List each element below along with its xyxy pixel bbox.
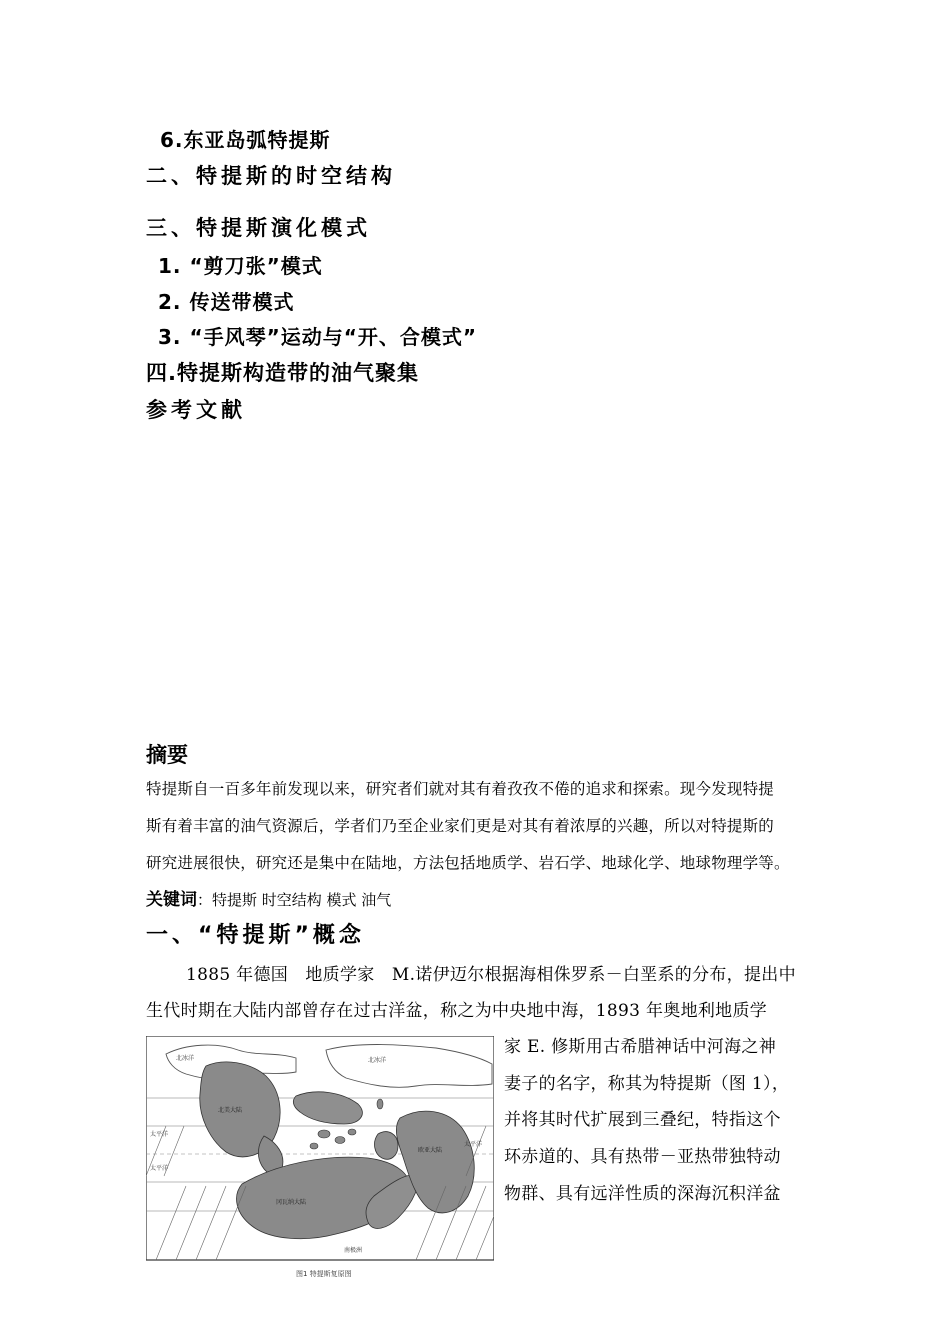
abstract-title: 摘要 — [146, 743, 188, 767]
toc-mode-1: 1. “剪刀张”模式 — [158, 254, 323, 278]
map-label: 太平洋 — [464, 1141, 483, 1148]
body-line: 生代时期在大陆内部曾存在过古洋盆，称之为中央地中海，1893 年奥地利地质学 — [146, 1001, 768, 1021]
map-label: 太平洋 — [150, 1165, 169, 1172]
abstract-line: 斯有着丰富的油气资源后，学者们乃至企业家们更是对其有着浓厚的兴趣，所以对特提斯的 — [146, 817, 775, 835]
tethys-map — [146, 1036, 494, 1286]
map-label: 北冰洋 — [176, 1055, 195, 1062]
toc-mode-3: 3. “手风琴”运动与“开、合模式” — [158, 325, 478, 349]
keywords-text: ：特提斯 时空结构 模式 油气 — [197, 891, 392, 909]
abstract-line: 特提斯自一百多年前发现以来，研究者们就对其有着孜孜不倦的追求和探索。现今发现特提 — [146, 780, 775, 798]
map-label: 太平洋 — [150, 1131, 169, 1138]
body-line: 妻子的名字，称其为特提斯（图 1）， — [504, 1074, 790, 1094]
toc-references: 参考文献 — [146, 398, 246, 422]
body-line: 家 E. 修斯用古希腊神话中河海之神 — [504, 1037, 777, 1057]
body-line: 1885 年德国 地质学家 M.诺伊迈尔根据海相侏罗系－白垩系的分布，提出中 — [186, 965, 796, 985]
toc-section-3: 三、特提斯演化模式 — [146, 216, 371, 240]
toc-item-6: 6.东亚岛弧特提斯 — [160, 128, 331, 152]
body-line: 并将其时代扩展到三叠纪，特指这个 — [504, 1110, 781, 1130]
figure-caption: 图1 特提斯复原图 — [296, 1270, 352, 1278]
map-label: 欧亚大陆 — [418, 1147, 443, 1154]
toc-mode-2: 2. 传送带模式 — [158, 290, 295, 314]
map-label: 北美大陆 — [218, 1107, 243, 1114]
toc-section-2: 二、特提斯的时空结构 — [146, 164, 396, 188]
map-label: 冈瓦纳大陆 — [276, 1199, 307, 1206]
keywords-row — [146, 885, 391, 910]
tethys-map-figure — [146, 1036, 494, 1286]
keywords-label: 关键词 — [146, 890, 197, 910]
toc-section-4: 四.特提斯构造带的油气聚集 — [146, 361, 419, 385]
body-line: 环赤道的、具有热带－亚热带独特动 — [504, 1147, 781, 1167]
map-label: 北冰洋 — [368, 1057, 387, 1064]
body-line: 物群、具有远洋性质的深海沉积洋盆 — [504, 1184, 781, 1204]
map-label: 南极洲 — [344, 1247, 363, 1254]
abstract-line: 研究进展很快，研究还是集中在陆地，方法包括地质学、岩石学、地球化学、地球物理学等。 — [146, 854, 790, 872]
section-1-title: 一、“特提斯”概念 — [146, 923, 365, 948]
